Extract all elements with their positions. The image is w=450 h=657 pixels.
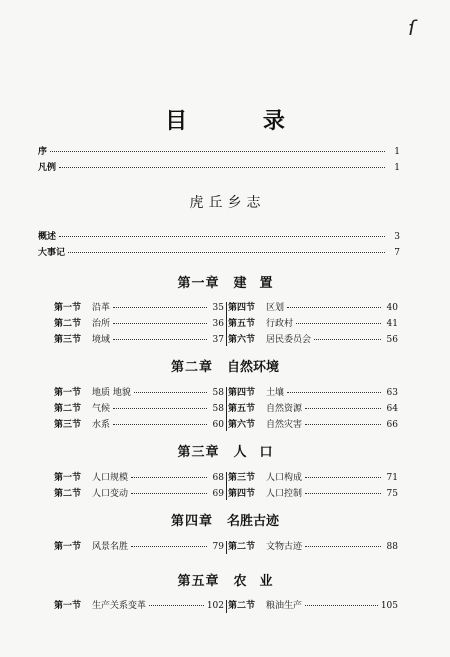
section-page: 35 — [212, 303, 224, 313]
section-number: 第三节 — [54, 420, 82, 430]
section-name: 水系 — [92, 420, 111, 430]
section-name: 自然资源 — [266, 404, 303, 414]
leader-dots — [50, 151, 385, 152]
toc-entry-label: 大事记 — [38, 248, 66, 258]
section-number: 第二节 — [54, 404, 82, 414]
toc-entry-label: 凡例 — [38, 163, 57, 173]
leader-dots — [113, 323, 207, 324]
section-name: 自然灾害 — [266, 420, 303, 430]
section-name: 生产关系变革 — [92, 601, 147, 611]
leader-dots — [305, 408, 381, 409]
leader-dots — [59, 236, 385, 237]
chapter-number: 第二章 — [170, 360, 213, 375]
section-entry[interactable] — [54, 387, 224, 399]
section-entry[interactable] — [54, 541, 224, 553]
section-page: 58 — [212, 388, 224, 398]
section-number: 第三节 — [228, 473, 256, 483]
section-name: 境域 — [92, 335, 111, 345]
leader-dots — [305, 477, 381, 478]
leader-dots — [305, 493, 381, 494]
section-page: 79 — [212, 542, 224, 552]
section-page: 66 — [386, 420, 398, 430]
section-number: 第一节 — [54, 303, 82, 313]
section-entry[interactable] — [228, 600, 398, 612]
section-page: 56 — [386, 335, 398, 345]
chapter-number: 第三章 — [177, 445, 220, 460]
chapter-heading — [0, 570, 450, 589]
toc-entry-label: 概述 — [38, 232, 57, 242]
section-page: 58 — [212, 404, 224, 414]
column-divider — [226, 541, 227, 554]
chapter-sections-left — [54, 472, 224, 500]
chapter-number: 第四章 — [170, 514, 213, 529]
section-page: 36 — [212, 319, 224, 329]
chapter-sections-right — [228, 387, 398, 431]
section-name: 人口规模 — [92, 473, 129, 483]
section-name: 气候 — [92, 404, 111, 414]
column-divider — [226, 302, 227, 346]
section-name: 沿革 — [92, 303, 111, 313]
section-name: 土壤 — [266, 388, 285, 398]
leader-dots — [113, 408, 207, 409]
section-number: 第四节 — [228, 489, 256, 499]
intro-list — [38, 231, 400, 259]
section-number: 第四节 — [228, 303, 256, 313]
chapter-heading — [0, 272, 450, 291]
section-number: 第一节 — [54, 388, 82, 398]
section-number: 第一节 — [54, 542, 82, 552]
section-page: 71 — [386, 473, 398, 483]
section-number: 第三节 — [54, 335, 82, 345]
leader-dots — [131, 477, 207, 478]
section-page: 60 — [212, 420, 224, 430]
leader-dots — [134, 392, 207, 393]
toc-entry-page: 3 — [394, 232, 400, 242]
section-name: 人口控制 — [266, 489, 303, 499]
chapter-heading — [0, 356, 450, 375]
section-entry[interactable] — [54, 403, 224, 415]
section-entry[interactable] — [228, 541, 398, 553]
toc-entry[interactable] — [38, 146, 400, 158]
toc-entry[interactable] — [38, 231, 400, 243]
leader-dots — [131, 546, 207, 547]
section-page: 41 — [386, 319, 398, 329]
chapter-name: 名胜古迹 — [227, 514, 280, 529]
section-name: 人口构成 — [266, 473, 303, 483]
section-entry[interactable] — [54, 334, 224, 346]
section-entry[interactable] — [54, 488, 224, 500]
leader-dots — [314, 339, 381, 340]
section-entry[interactable] — [54, 600, 224, 612]
column-divider — [226, 387, 227, 431]
section-number: 第一节 — [54, 601, 82, 611]
chapter-sections-left — [54, 541, 224, 553]
section-name: 治所 — [92, 319, 111, 329]
leader-dots — [287, 307, 381, 308]
chapter-number: 第一章 — [177, 276, 220, 291]
section-entry[interactable] — [228, 302, 398, 314]
chapter-name: 建 置 — [233, 276, 273, 291]
toc-entry[interactable] — [38, 162, 400, 174]
chapter-sections-right — [228, 472, 398, 500]
chapter-heading — [0, 441, 450, 460]
leader-dots — [59, 167, 385, 168]
chapter-sections-right — [228, 302, 398, 346]
section-entry[interactable] — [54, 472, 224, 484]
section-number: 第四节 — [228, 388, 256, 398]
section-name: 居民委员会 — [266, 335, 312, 345]
section-entry[interactable] — [228, 334, 398, 346]
column-divider — [226, 600, 227, 613]
toc-entry[interactable] — [38, 247, 400, 259]
section-page: 37 — [212, 335, 224, 345]
leader-dots — [149, 605, 204, 606]
section-page: 69 — [212, 489, 224, 499]
section-name: 人口变动 — [92, 489, 129, 499]
section-number: 第六节 — [228, 335, 256, 345]
chapter-sections-left — [54, 302, 224, 346]
chapter-number: 第五章 — [177, 574, 220, 589]
leader-dots — [113, 307, 207, 308]
section-name: 区划 — [266, 303, 285, 313]
section-entry[interactable] — [228, 403, 398, 415]
toc-entry-page: 7 — [394, 248, 400, 258]
chapter-name: 自然环境 — [227, 360, 280, 375]
chapter-sections-right — [228, 541, 398, 553]
page-title: 目 录 — [165, 108, 319, 134]
front-matter-list — [38, 146, 400, 174]
section-page: 75 — [386, 489, 398, 499]
section-entry[interactable] — [228, 488, 398, 500]
leader-dots — [131, 493, 207, 494]
section-page: 105 — [380, 601, 398, 611]
section-page: 40 — [386, 303, 398, 313]
section-entry[interactable] — [54, 302, 224, 314]
section-name: 地质 地貌 — [92, 388, 131, 398]
section-entry[interactable] — [228, 472, 398, 484]
section-entry[interactable] — [228, 318, 398, 330]
section-page: 63 — [386, 388, 398, 398]
section-name: 粮油生产 — [266, 601, 303, 611]
section-number: 第二节 — [228, 601, 256, 611]
section-page: 102 — [206, 601, 224, 611]
toc-entry-page: 1 — [394, 163, 400, 173]
leader-dots — [113, 339, 207, 340]
chapter-name: 农 业 — [233, 574, 273, 589]
section-number: 第二节 — [54, 489, 82, 499]
leader-dots — [305, 424, 381, 425]
corner-mark: ſ — [408, 16, 416, 40]
column-divider — [226, 472, 227, 500]
leader-dots — [113, 424, 207, 425]
leader-dots — [305, 546, 381, 547]
toc-entry-label: 序 — [38, 147, 48, 157]
chapter-sections-right — [228, 600, 398, 612]
section-entry[interactable] — [54, 318, 224, 330]
section-entry[interactable] — [228, 419, 398, 431]
chapter-sections-left — [54, 600, 224, 612]
book-subtitle: 虎丘乡志 — [189, 195, 266, 211]
section-number: 第五节 — [228, 319, 256, 329]
section-page: 64 — [386, 404, 398, 414]
section-number: 第一节 — [54, 473, 82, 483]
section-page: 88 — [386, 542, 398, 552]
chapter-name: 人 口 — [233, 445, 273, 460]
leader-dots — [296, 323, 381, 324]
section-number: 第二节 — [228, 542, 256, 552]
section-number: 第五节 — [228, 404, 256, 414]
section-number: 第二节 — [54, 319, 82, 329]
section-name: 行政村 — [266, 319, 294, 329]
section-name: 文物古迹 — [266, 542, 303, 552]
leader-dots — [287, 392, 381, 393]
chapter-sections-left — [54, 387, 224, 431]
section-entry[interactable] — [54, 419, 224, 431]
section-number: 第六节 — [228, 420, 256, 430]
section-entry[interactable] — [228, 387, 398, 399]
leader-dots — [68, 252, 385, 253]
section-page: 68 — [212, 473, 224, 483]
section-name: 风景名胜 — [92, 542, 129, 552]
chapter-heading — [0, 510, 450, 529]
toc-entry-page: 1 — [394, 147, 400, 157]
leader-dots — [305, 605, 378, 606]
